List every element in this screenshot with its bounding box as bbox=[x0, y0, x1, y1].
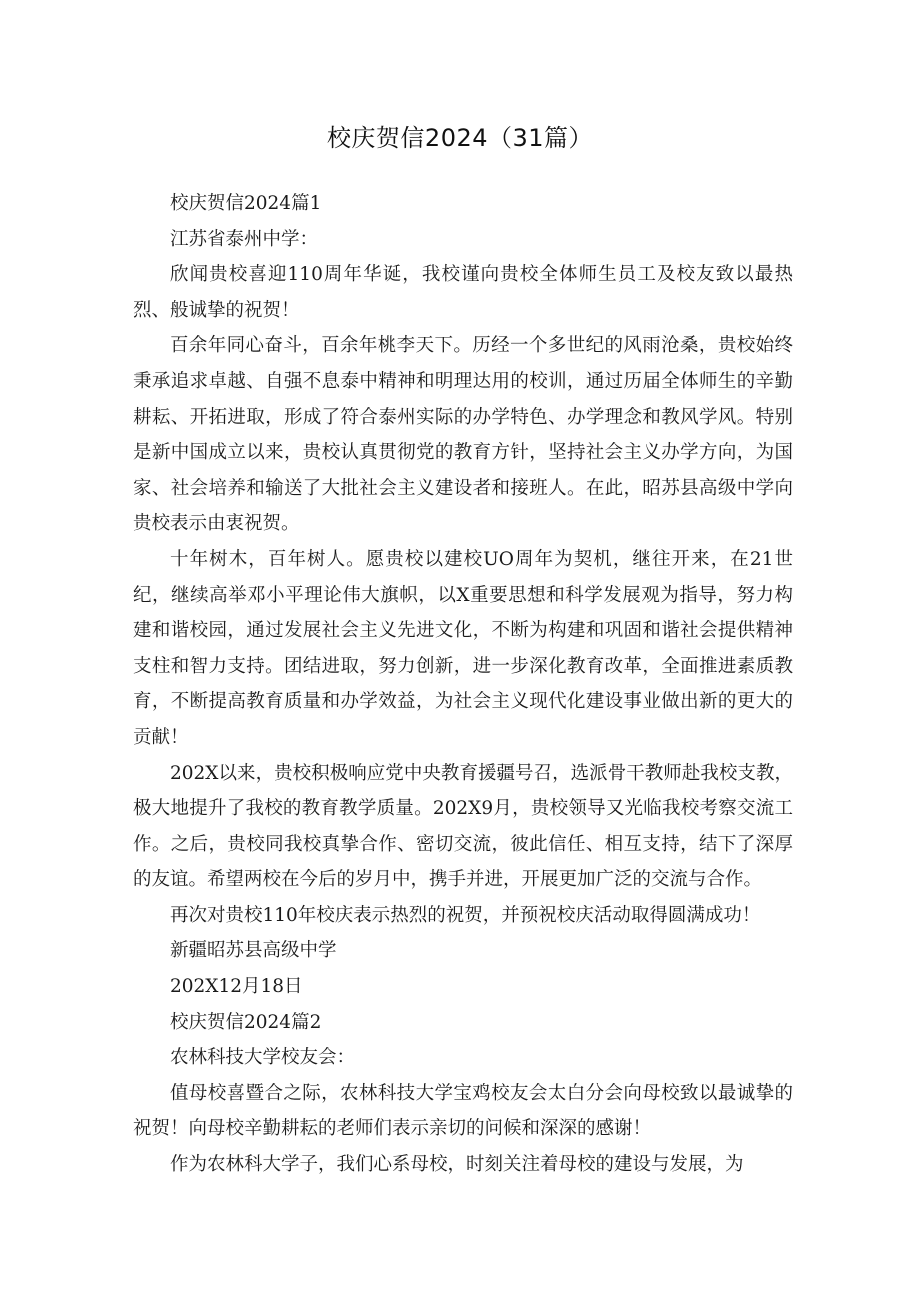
salutation: 农林科技大学校友会： bbox=[170, 1047, 356, 1069]
paragraph: 十年树木，百年树人。愿贵校以建校UO周年为契机，继往开来，在21世纪，继续高举邓小平理论伟大旗帜，以X重要思想和科学发展观为指导，努力构建和谐校园，通过发展社会主义先进文化，不断为构建和巩固和谐社会提供精神支柱和智力支持。团结进取，努力创新，进一步深化教育改革，全面推进素质教育，不断提高教育质量和办学效益，为社会主义现代化建设事业做出新的更大的贡献！ bbox=[133, 548, 793, 748]
paragraph: 202X以来，贵校积极响应党中央教育援疆号召，选派骨干教师赴我校支教，极大地提升了我校的教育教学质量。202X9月，贵校领导又光临我校考察交流工作。之后，贵校同我校真挚合作、密切交流，彼此信任、相互支持，结下了深厚的友谊。希望两校在今后的岁月中，携手并进，开展更加广泛的交流与合作。 bbox=[133, 762, 793, 891]
section-heading: 校庆贺信2024篇1 bbox=[170, 193, 322, 214]
section-heading: 校庆贺信2024篇2 bbox=[170, 1011, 322, 1033]
paragraph: 值母校喜暨合之际，农林科技大学宝鸡校友会太白分会向母校致以最诚挚的祝贺！向母校辛勤耕耘的老师们表示亲切的问候和深深的感谢！ bbox=[133, 1082, 793, 1140]
document-title: 校庆贺信2024（31篇） bbox=[326, 124, 594, 152]
paragraph: 百余年同心奋斗，百余年桃李天下。历经一个多世纪的风雨沧桑，贵校始终秉承追求卓越、自强不息泰中精神和明理达用的校训，通过历届全体师生的辛勤耕耘、开拓进取，形成了符合泰州实际的办学特色、办学理念和教风学风。特别是新中国成立以来，贵校认真贯彻党的教育方针，坚持社会主义办学方向，为国家、社会培养和输送了大批社会主义建设者和接班人。在此，昭苏县高级中学向贵校表示由衷祝贺。 bbox=[133, 335, 793, 535]
paragraph: 作为农林科大学子，我们心系母校，时刻关注着母校的建设与发展，为 bbox=[170, 1154, 744, 1176]
signature: 新疆昭苏县高级中学 bbox=[170, 940, 337, 962]
salutation: 江苏省泰州中学： bbox=[170, 228, 319, 250]
paragraph: 欣闻贵校喜迎110周年华诞，我校谨向贵校全体师生员工及校友致以最热烈、般诚挚的祝贺！ bbox=[133, 264, 793, 321]
paragraph: 再次对贵校110年校庆表示热烈的祝贺，并预祝校庆活动取得圆满成功！ bbox=[170, 904, 761, 926]
date: 202X12月18日 bbox=[170, 976, 303, 998]
document-body bbox=[133, 186, 793, 1183]
